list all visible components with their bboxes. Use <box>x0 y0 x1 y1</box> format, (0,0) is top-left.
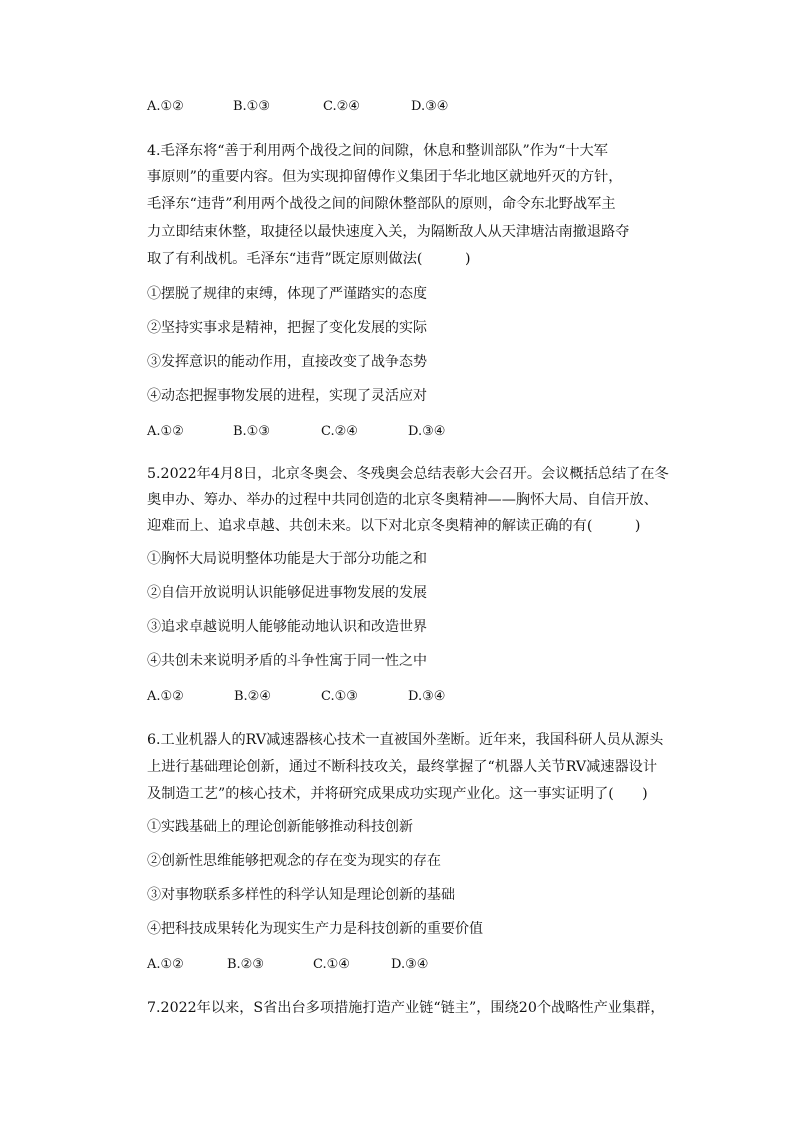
q6-statement-4: ④把科技成果转化为现实生产力是科技创新的重要价值 <box>147 921 483 937</box>
q4-statement-4: ④动态把握事物发展的进程，实现了灵活应对 <box>147 388 427 404</box>
q3-option-d: D.③④ <box>411 99 449 114</box>
q6-option-a: A.①② <box>147 957 184 972</box>
q5-statement-2: ②自信开放说明认识能够促进事物发展的发展 <box>147 585 427 601</box>
q5-stem-line: 5.2022年4月8日，北京冬奥会、冬残奥会总结表彰大会召开。会议概括总结了在冬 <box>147 466 669 482</box>
q6-option-d: D.③④ <box>391 957 429 972</box>
q6-statement-1: ①实践基础上的理论创新能够推动科技创新 <box>147 819 413 835</box>
q5-statement-3: ③追求卓越说明人能够能动地认识和改造世界 <box>147 619 427 635</box>
q4-stem-line: 力立即结束休整，取捷径以最快速度入关，为隔断敌人从天津塘沽南撤退路夺 <box>147 224 630 240</box>
q5-option-b: B.②④ <box>234 689 271 704</box>
q6-statement-3: ③对事物联系多样性的科学认知是理论创新的基础 <box>147 887 455 903</box>
q3-option-a: A.①② <box>147 99 184 114</box>
q4-option-a: A.①② <box>147 424 184 439</box>
q4-stem-line: 4.毛泽东将“善于利用两个战役之间的间隙，休息和整训部队”作为“十大军 <box>147 143 608 159</box>
q5-statement-1: ①胸怀大局说明整体功能是大于部分功能之和 <box>147 551 427 567</box>
q5-option-d: D.③④ <box>408 689 446 704</box>
q4-statement-1: ①摆脱了规律的束缚，体现了严谨踏实的态度 <box>147 286 427 302</box>
q6-option-b: B.②③ <box>227 957 264 972</box>
q4-option-c: C.②④ <box>321 424 358 439</box>
q5-stem-line: 迎难而上、追求卓越、共创未来。以下对北京冬奥精神的解读正确的有( ) <box>147 518 641 534</box>
q6-statement-2: ②创新性思维能够把观念的存在变为现实的存在 <box>147 853 441 869</box>
q4-stem-line: 事原则”的重要内容。但为实现抑留傅作义集团于华北地区就地歼灭的方针， <box>147 169 623 185</box>
q6-stem-line: 6.工业机器人的RV减速器核心技术一直被国外垄断。近年来，我国科研人员从源头 <box>147 732 664 748</box>
q3-option-c: C.②④ <box>323 99 360 114</box>
q6-stem-line: 及制造工艺”的核心技术，并将研究成果成功实现产业化。这一事实证明了( ) <box>147 786 648 802</box>
q5-statement-4: ④共创未来说明矛盾的斗争性寓于同一性之中 <box>147 653 427 669</box>
q4-option-d: D.③④ <box>408 424 446 439</box>
q3-option-b: B.①③ <box>233 99 270 114</box>
q4-stem-line: 毛泽东“违背”利用两个战役之间的间隙休整部队的原则，命令东北野战军主 <box>147 196 616 212</box>
q5-option-c: C.①③ <box>321 689 358 704</box>
q4-option-b: B.①③ <box>233 424 270 439</box>
q4-stem-line: 取了有利战机。毛泽东“违背”既定原则做法( ) <box>147 251 471 267</box>
q4-statement-3: ③发挥意识的能动作用，直接改变了战争态势 <box>147 354 427 370</box>
q6-option-c: C.①④ <box>313 957 350 972</box>
q5-option-a: A.①② <box>147 689 184 704</box>
q6-stem-line: 上进行基础理论创新，通过不断科技攻关，最终掌握了“机器人关节RV减速器设计 <box>147 759 658 775</box>
q7-stem-line: 7.2022年以来，S省出台多项措施打造产业链“链主”，围绕20个战略性产业集群， <box>147 1000 665 1016</box>
q5-stem-line: 奥申办、筹办、举办的过程中共同创造的北京冬奥精神——胸怀大局、自信开放、 <box>147 492 658 508</box>
q4-statement-2: ②坚持实事求是精神，把握了变化发展的实际 <box>147 320 427 336</box>
